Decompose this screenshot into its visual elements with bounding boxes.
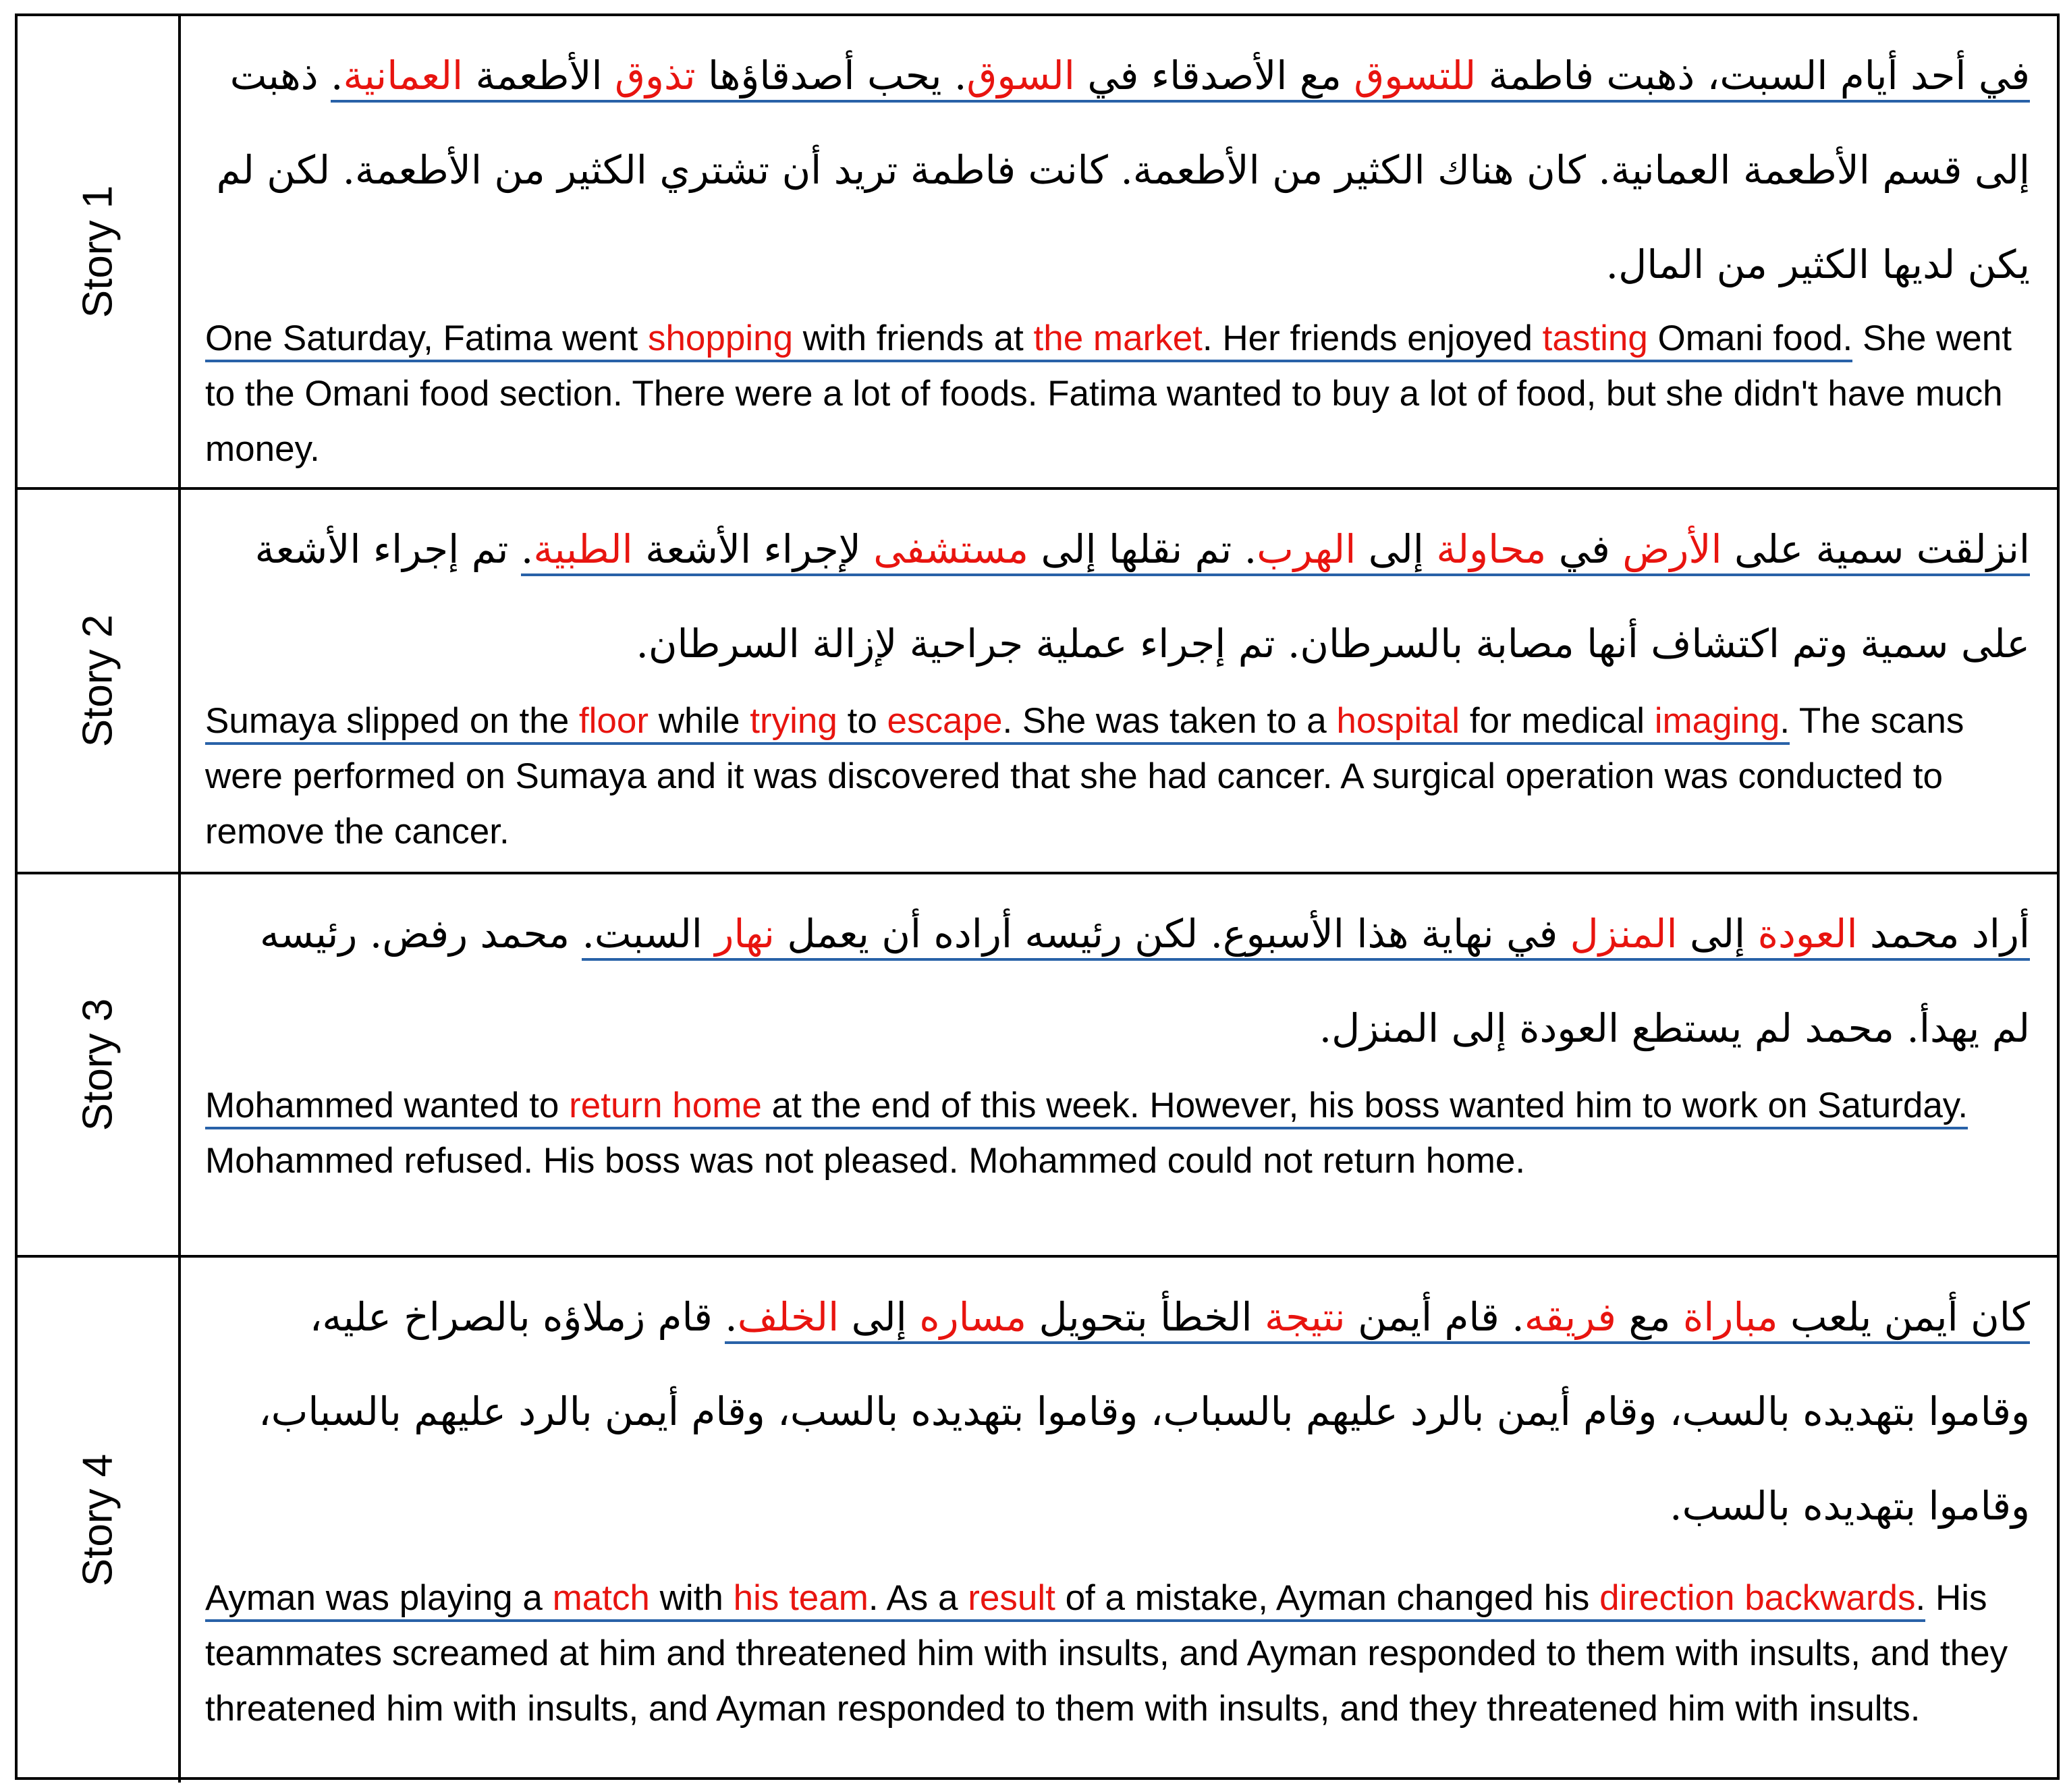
story-label: Story 2 <box>74 614 121 748</box>
highlighted-word: result <box>968 1578 1055 1622</box>
highlighted-word: للتسوق <box>1354 53 1476 103</box>
english-story-text <box>205 1571 2027 1737</box>
story-text-segment: . As a <box>869 1578 968 1622</box>
highlighted-word: trying <box>750 701 837 745</box>
story-text-segment: . <box>521 526 533 576</box>
story-text-segment: Mohammed refused. His boss was not pleased. Mohammed could not return home. <box>205 1141 1526 1181</box>
story-text-segment: في نهاية هذا الأسبوع. لكن رئيسه أراده أن يعمل <box>775 911 1570 961</box>
story-text-segment: . Her friends enjoyed <box>1203 318 1543 362</box>
highlighted-word: الهرب <box>1257 526 1356 576</box>
story-text-segment <box>1734 1578 1744 1622</box>
highlighted-word: نهار <box>715 911 775 961</box>
stories-table <box>15 13 2060 1780</box>
highlighted-word: الأرض <box>1622 526 1722 576</box>
highlighted-word: hospital <box>1336 701 1460 745</box>
highlighted-word: his team <box>734 1578 869 1622</box>
story-text-segment: إلى <box>1678 911 1758 961</box>
story-text-segment: انزلقت سمية على <box>1722 526 2030 576</box>
story-text-segment: ذهبت إلى قسم الأطعمة العمانية. كان هناك الكثير من الأطعمة. كانت فاطمة تريد أن تشتري الكثير من الأطعمة. لكن لم يكن لديها الكثير من المال. <box>216 53 2030 287</box>
english-story-text <box>205 311 2027 477</box>
story-label: Story 3 <box>74 998 121 1131</box>
highlighted-word: محاولة <box>1436 526 1546 576</box>
story-label-cell <box>18 1258 181 1783</box>
story-text-segment: كان أيمن يلعب <box>1778 1294 2030 1344</box>
story-text-segment: . تم نقلها إلى <box>1028 526 1257 576</box>
story-text-segment: at the end of this week. However, his boss wanted him to work on Saturday. <box>762 1086 1968 1129</box>
story-label: Story 4 <box>74 1453 121 1587</box>
highlighted-word: shopping <box>648 318 793 362</box>
story-row <box>18 872 2057 1255</box>
arabic-story-text <box>211 887 2030 1075</box>
story-label-cell <box>18 490 181 872</box>
highlighted-word: نتيجة <box>1265 1294 1346 1344</box>
story-text-segment: . <box>1780 701 1790 745</box>
story-text-segment: . <box>331 53 343 103</box>
story-text-segment: لإجراء الأشعة <box>633 526 874 576</box>
story-text-segment: Omani food. <box>1648 318 1852 362</box>
story-text-segment: Sumaya slipped on the <box>205 701 579 745</box>
story-text-segment: His teammates screamed at him and threatened him with insults, and Ayman responded to them with insults, and they threatened him with insults, and Ayman responded to them with insults, and they threatened him with insults. <box>205 1578 2008 1729</box>
story-text-segment: for medical <box>1460 701 1655 745</box>
story-text-segment: . <box>725 1294 737 1344</box>
story-text-segment: محمد رفض. رئيسه لم يهدأ. محمد لم يستطع العودة إلى المنزل. <box>259 911 2030 1051</box>
story-text-segment: أراد محمد <box>1858 911 2030 961</box>
story-text-segment: . قام أيمن <box>1346 1294 1524 1344</box>
story-text-segment: تم إجراء الأشعة على سمية وتم اكتشاف أنها مصابة بالسرطان. تم إجراء عملية جراحية لإزالة السرطان. <box>254 526 2030 667</box>
highlighted-word: direction <box>1599 1578 1734 1622</box>
story-text-segment: في <box>1546 526 1622 576</box>
story-row <box>18 16 2057 487</box>
highlighted-word: backwards <box>1744 1578 1915 1622</box>
story-label-cell <box>18 16 181 487</box>
story-text-segment: One Saturday, Fatima went <box>205 318 648 362</box>
story-text-segment: . <box>1916 1578 1926 1622</box>
highlighted-word: the market <box>1034 318 1203 362</box>
story-text-segment: with friends at <box>793 318 1033 362</box>
arabic-story-text <box>211 28 2030 312</box>
highlighted-word: السوق <box>966 53 1075 103</box>
story-text-segment: مع الأصدقاء في <box>1075 53 1354 103</box>
highlighted-word: مساره <box>919 1294 1026 1344</box>
highlighted-word: imaging <box>1655 701 1780 745</box>
story-text-segment: She went to the Omani food section. There were a lot of foods. Fatima wanted to buy a lot of food, but she didn't have much money. <box>205 318 2012 469</box>
story-text-segment: to <box>837 701 887 745</box>
arabic-story-text <box>211 1270 2030 1553</box>
story-row <box>18 487 2057 872</box>
highlighted-word: الطبية <box>533 526 632 576</box>
story-text-segment: Mohammed wanted to <box>205 1086 569 1129</box>
highlighted-word: مستشفى <box>873 526 1028 576</box>
arabic-story-text <box>211 502 2030 691</box>
highlighted-word: المنزل <box>1570 911 1678 961</box>
highlighted-word: العودة <box>1758 911 1858 961</box>
highlighted-word: floor <box>579 701 649 745</box>
story-text-segment: of a mistake, Ayman changed his <box>1055 1578 1599 1622</box>
highlighted-word: تذوق <box>615 53 696 103</box>
story-row <box>18 1255 2057 1783</box>
story-text-segment: الأطعمة <box>463 53 615 103</box>
story-text-segment: الخطأ بتحويل <box>1026 1294 1265 1344</box>
highlighted-word: tasting <box>1543 318 1648 362</box>
highlighted-word: الخلف <box>738 1294 839 1344</box>
story-text-segment: The scans were performed on Sumaya and it was discovered that she had cancer. A surgical operation was conducted to remove the cancer. <box>205 701 1964 851</box>
story-text-segment: . يحب أصدقاؤها <box>696 53 967 103</box>
story-text-segment: السبت. <box>582 911 715 961</box>
story-text-segment: Ayman was playing a <box>205 1578 553 1622</box>
story-text-segment: . She was taken to a <box>1002 701 1336 745</box>
english-story-text <box>205 694 2027 860</box>
story-text-segment: إلى <box>839 1294 919 1344</box>
story-label: Story 1 <box>74 185 121 318</box>
story-text-segment: while <box>649 701 750 745</box>
story-text-segment: في أحد أيام السبت، ذهبت فاطمة <box>1476 53 2030 103</box>
english-story-text <box>205 1078 2027 1189</box>
highlighted-word: match <box>553 1578 650 1622</box>
highlighted-word: فريقه <box>1524 1294 1616 1344</box>
story-text-segment: with <box>650 1578 734 1622</box>
story-text-segment: إلى <box>1356 526 1436 576</box>
story-text-segment: قام زملاؤه بالصراخ عليه، وقاموا بتهديده بالسب، وقام أيمن بالرد عليهم بالسباب، وقاموا بتهديده بالسب، وقام أيمن بالرد عليهم بالسباب، وقاموا بتهديده بالسب. <box>258 1294 2030 1529</box>
story-text-segment: مع <box>1616 1294 1683 1344</box>
highlighted-word: العمانية <box>343 53 463 103</box>
story-label-cell <box>18 874 181 1255</box>
highlighted-word: escape <box>887 701 1003 745</box>
highlighted-word: return home <box>569 1086 762 1129</box>
highlighted-word: مباراة <box>1683 1294 1778 1344</box>
